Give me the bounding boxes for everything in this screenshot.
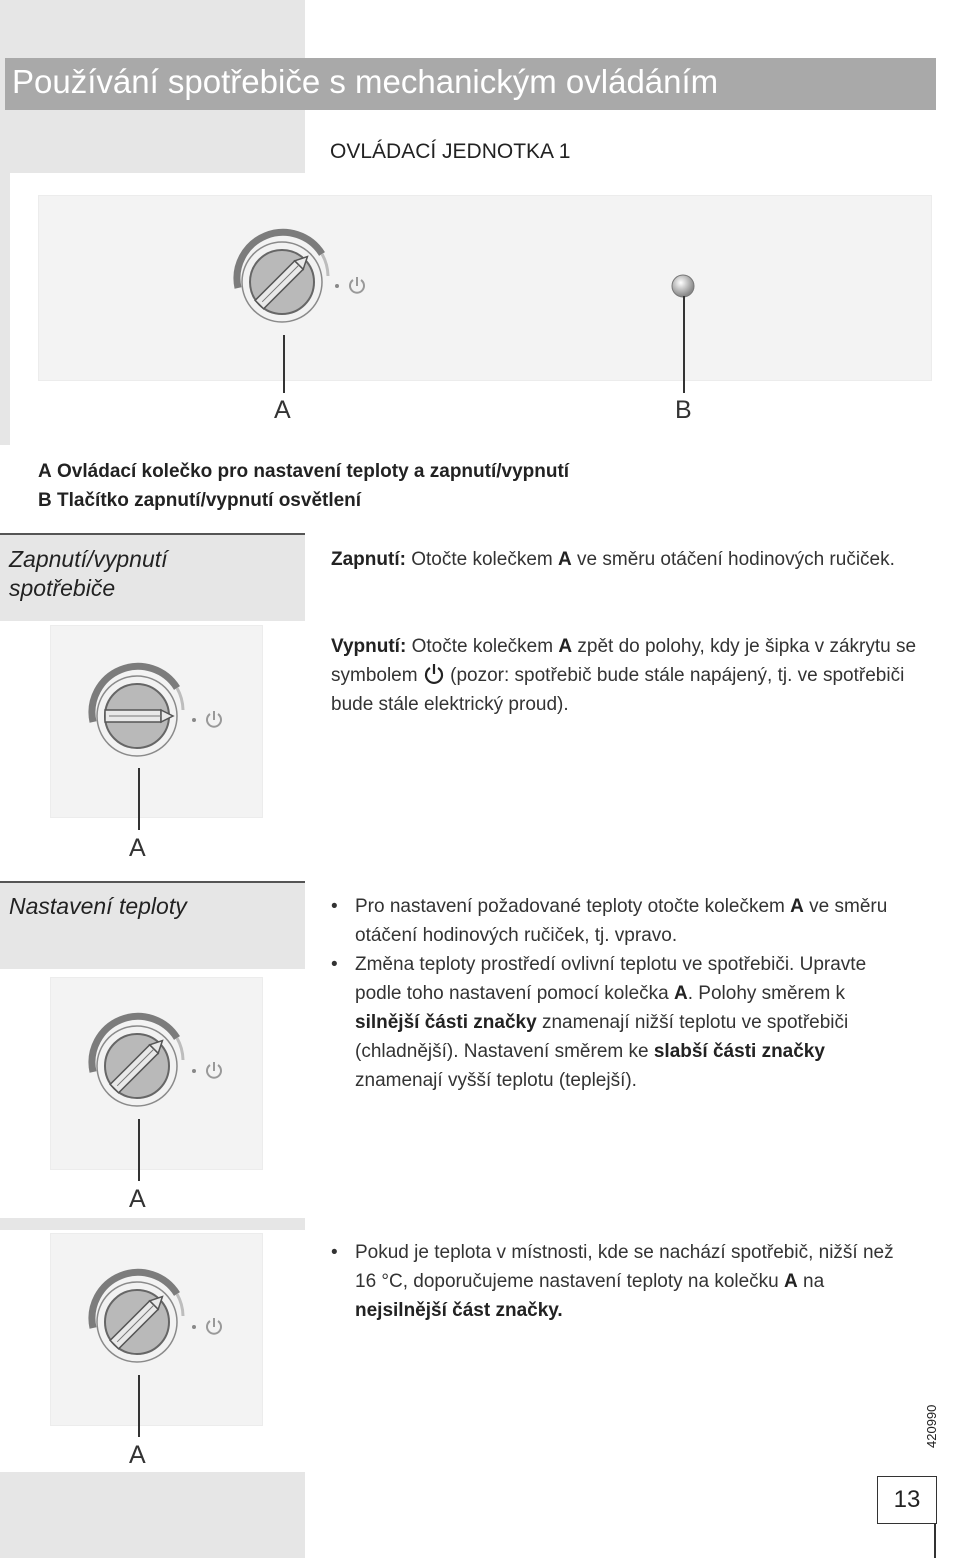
on-text-2: ve směru otáčení hodinových ručiček. <box>577 549 895 570</box>
off-knob-ref: A <box>558 636 573 657</box>
bullet2-text-4: znamenají vyšší teplotu (teplejší). <box>355 1070 637 1091</box>
off-text-3: (pozor: spotřebič bude stále napájený, tj. ve spotřebiči bude stále elektrický proud). <box>331 665 905 715</box>
section-sidebar-low <box>0 1218 305 1230</box>
callout-label-a: A <box>274 396 291 424</box>
power-symbol-icon <box>333 276 369 298</box>
bullet1-knob-ref: A <box>790 896 804 917</box>
on-label: Zapnutí: <box>331 549 406 570</box>
callout-label-low: A <box>129 1441 146 1469</box>
footer-vertical-rule <box>934 1520 936 1558</box>
left-margin-strip <box>0 173 10 445</box>
temperature-knob-icon <box>230 226 334 338</box>
temperature-knob-icon <box>85 660 189 772</box>
temp-bullet-list <box>331 892 911 1095</box>
bullet2-knob-ref: A <box>674 983 688 1004</box>
callout-line-a <box>283 335 285 393</box>
low-bullet-text-2: na <box>803 1271 825 1292</box>
on-text-1: Otočte kolečkem <box>411 549 553 570</box>
off-paragraph <box>331 632 931 719</box>
callout-label-temp: A <box>129 1185 146 1213</box>
document-code: 420990 <box>924 1404 939 1448</box>
list-item <box>331 950 911 1095</box>
section-title-temp: Nastavení teploty <box>9 893 187 919</box>
off-label: Vypnutí: <box>331 636 407 657</box>
legend-a-text: Ovládací kolečko pro nastavení teploty a zapnutí/vypnutí <box>57 461 570 482</box>
off-text-1: Otočte kolečkem <box>411 636 554 657</box>
section-rule-temp <box>0 881 305 883</box>
callout-line-low <box>138 1375 140 1437</box>
temperature-knob-icon <box>85 1010 189 1122</box>
low-temp-bullet-list <box>331 1238 911 1325</box>
bullet1-text-2: ve směru otáčení hodinových ručiček, tj. vpravo. <box>355 896 888 946</box>
legend-b <box>38 490 361 512</box>
on-paragraph <box>331 545 911 574</box>
bullet2-text-3: znamenají nižší teplotu ve spotřebiči (chladnější). Nastavení směrem ke <box>355 1012 849 1062</box>
bullet2-weak-part: slabší části značky <box>653 1041 825 1062</box>
control-panel <box>38 195 932 381</box>
section-title-on-off: Zapnutí/vypnutí spotřebiče <box>9 546 168 601</box>
page-number: 13 <box>877 1476 937 1524</box>
legend-b-text: Tlačítko zapnutí/vypnutí osvětlení <box>57 490 362 511</box>
bullet2-text-2: . Polohy směrem k <box>687 983 846 1004</box>
legend-b-letter: B <box>38 490 52 511</box>
bullet1-text-1: Pro nastavení požadované teploty otočte kolečkem <box>355 896 785 917</box>
page-title: Používání spotřebiče s mechanickým ovládáním <box>12 63 719 100</box>
legend-a-letter: A <box>38 461 52 482</box>
callout-line-b <box>683 296 685 393</box>
list-item <box>331 1238 911 1325</box>
footer-gray-band <box>0 1472 305 1558</box>
low-bullet-knob-ref: A <box>784 1271 798 1292</box>
power-symbol-icon <box>190 1317 226 1339</box>
temperature-knob-icon <box>85 1266 189 1378</box>
power-symbol-icon <box>190 1061 226 1083</box>
callout-label-off: A <box>129 834 146 862</box>
low-bullet-strongest-part: nejsilnější část značky. <box>355 1300 563 1321</box>
callout-line-temp <box>138 1119 140 1181</box>
off-text-2: zpět do polohy, kdy je šipka v zákrytu se symbolem <box>331 636 917 686</box>
power-symbol-icon <box>423 663 445 685</box>
legend-a <box>38 461 569 483</box>
on-knob-ref: A <box>558 549 572 570</box>
bullet2-strong-part: silnější části značky <box>355 1012 537 1033</box>
power-symbol-icon <box>190 710 226 732</box>
low-bullet-text-1: Pokud je teplota v místnosti, kde se nachází spotřebič, nižší než 16 °C, doporučujeme nastavení teploty na kolečku <box>355 1242 894 1292</box>
callout-label-b: B <box>675 396 692 424</box>
callout-line-off <box>138 768 140 830</box>
bullet2-text-1: Změna teploty prostředí ovlivní teplotu ve spotřebiči. Upravte podle toho nastavení pomocí kolečka <box>355 954 867 1004</box>
section-rule-on-off <box>0 533 305 535</box>
list-item <box>331 892 911 950</box>
section-heading: OVLÁDACÍ JEDNOTKA 1 <box>330 140 571 163</box>
